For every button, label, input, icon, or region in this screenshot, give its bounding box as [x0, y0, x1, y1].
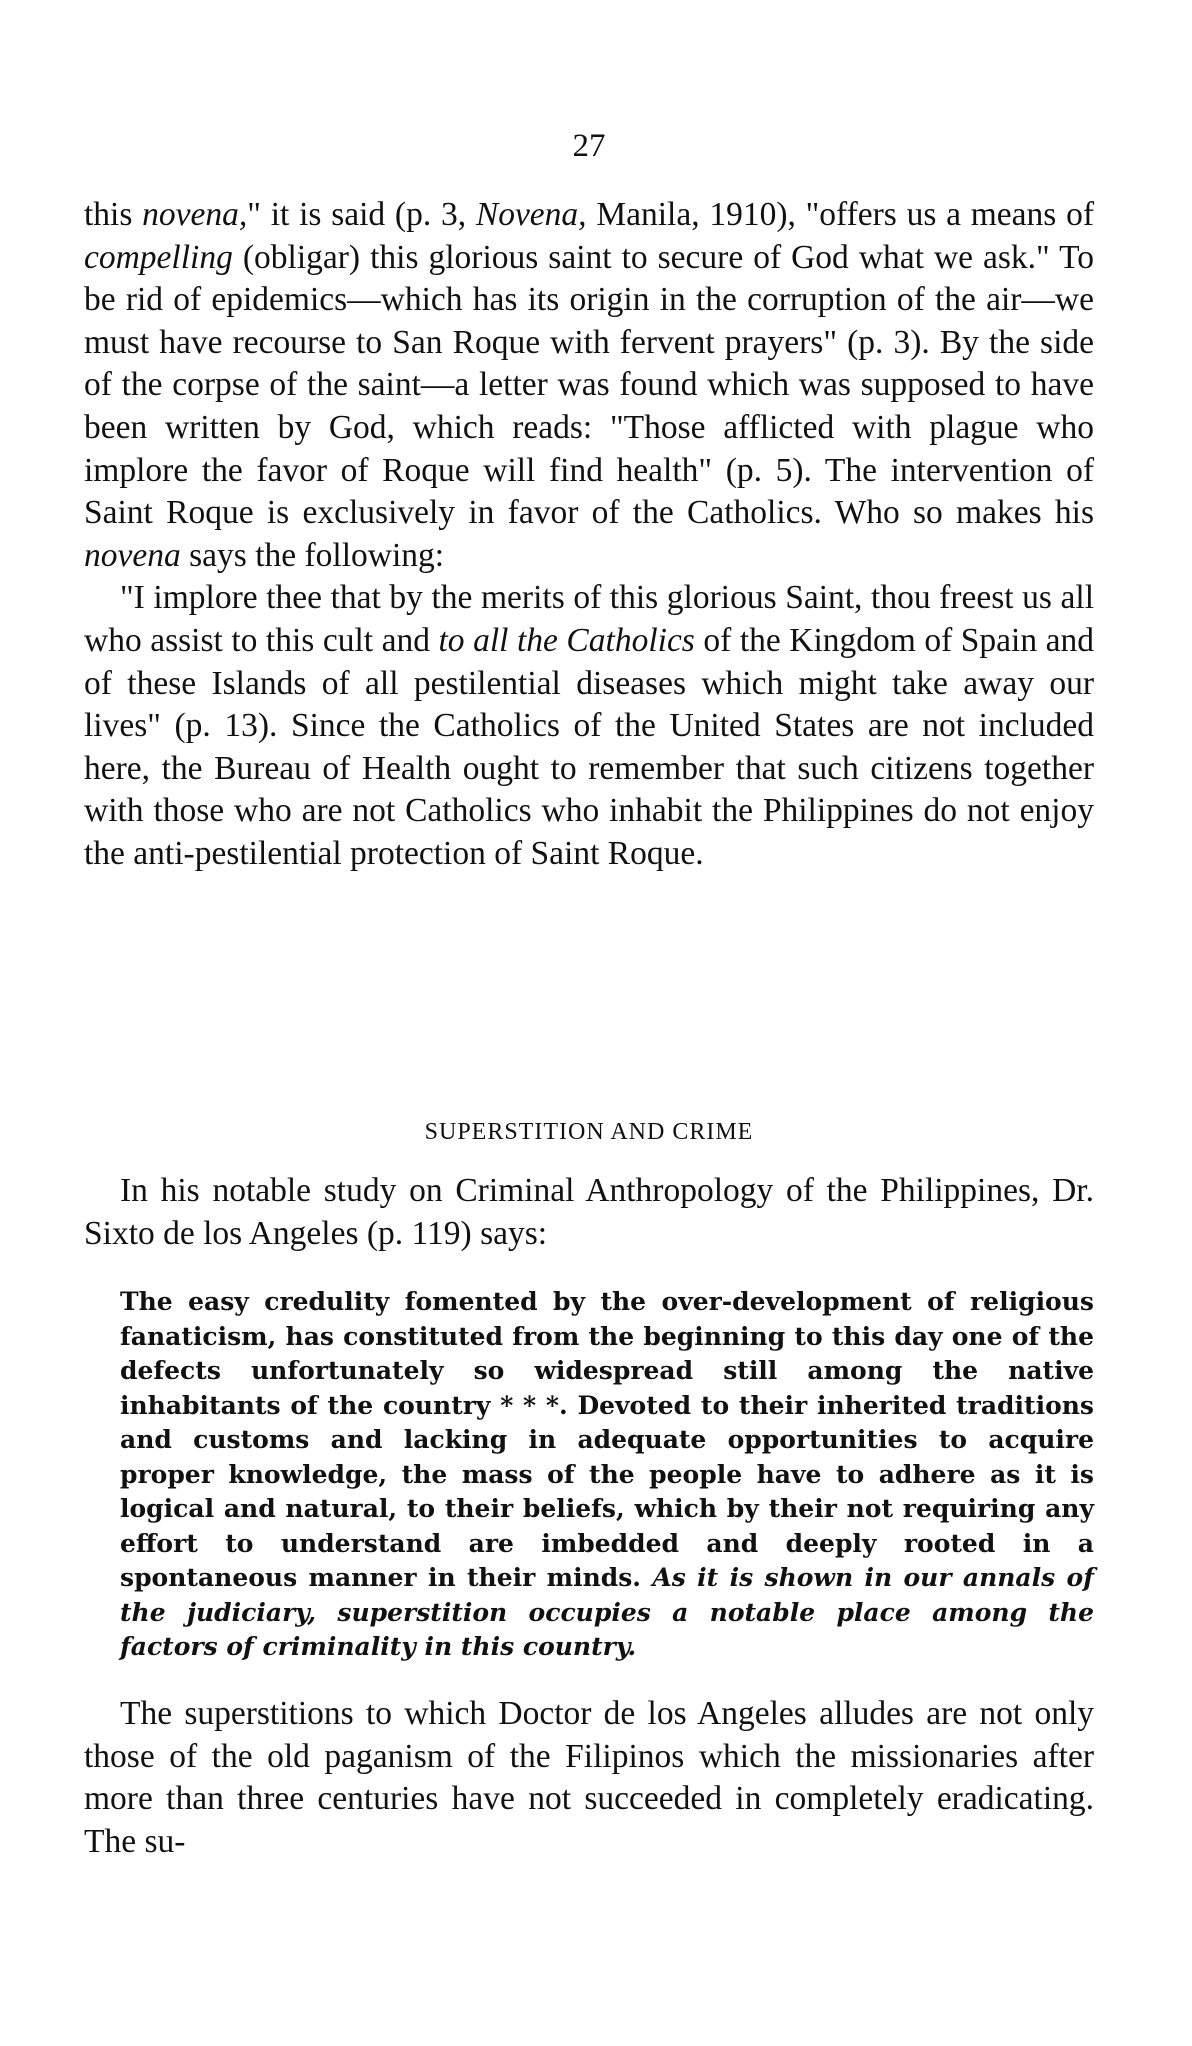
page-number: 27: [572, 128, 606, 164]
section-heading: SUPERSTITION AND CRIME: [424, 1119, 754, 1145]
block-quote: The easy credulity fomented by the over-development of religious fanaticism, has constituted from the beginning to this day one of the defects unfortunately so widespread still among the native inhabitants of the country * * *. Devoted to their inherited traditions and customs and lacking in adequate opportunities to acquire proper knowledge, the mass of the people have to adhere as it is logical and natural, to their beliefs, which by their not requiring any effort to understand are imbedded and deeply rooted in a spontaneous manner in their minds. As it is shown in our annals of the judiciary, superstition occupies a notable place among the factors of criminality in this country.: [120, 1287, 1094, 1661]
paragraph-anthropology: In his notable study on Criminal Anthropology of the Philippines, Dr. Sixto de los Angeles (p. 119) says:: [84, 1172, 1094, 1252]
paragraph-novena: this novena," it is said (p. 3, Novena, Manila, 1910), "offers us a means of compelling (obligar) this glorious saint to secure of God what we ask." To be rid of epidemics—which has its origin in the corruption of the air—we must have recourse to San Roque with fervent prayers" (p. 3). By the side of the corpse of the saint—a letter was found which was supposed to have been written by God, which reads: "Those afflicted with plague who implore the favor of Roque will find health" (p. 5). The intervention of Saint Roque is exclusively in favor of the Catholics. Who so makes his novena says the following:: [84, 196, 1094, 574]
paragraph-superstitions: The superstitions to which Doctor de los Angeles alludes are not only those of the old paganism of the Filipinos which the missionaries after more than three centuries have not succeeded in completely eradicating. The su-: [84, 1695, 1094, 1860]
body-text-top: [84, 194, 1094, 876]
body-text-middle: [84, 1170, 1094, 1255]
body-text-bottom: [84, 1693, 1094, 1863]
paragraph-implore: "I implore thee that by the merits of this glorious Saint, thou freest us all who assist to this cult and to all the Catholics of the Kingdom of Spain and of these Islands of all pestilential diseases which might take away our lives" (p. 13). Since the Catholics of the United States are not included here, the Bureau of Health ought to remember that such citizens together with those who are not Catholics who inhabit the Philippines do not enjoy the anti-pestilential protection of Saint Roque.: [84, 579, 1094, 872]
